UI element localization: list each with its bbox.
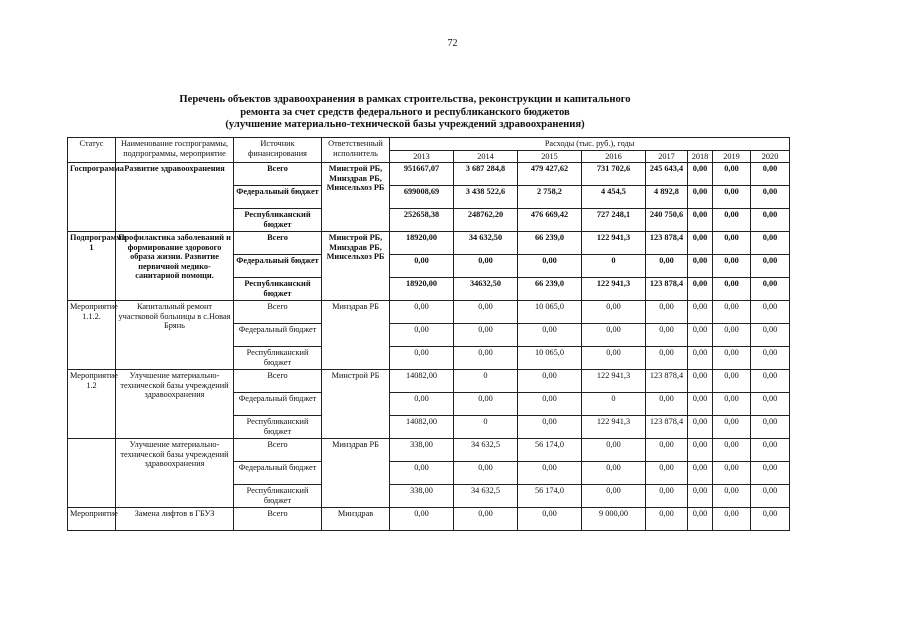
value-cell: 338,00 (390, 485, 454, 508)
value-cell: 0,00 (390, 324, 454, 347)
source-cell: Всего (234, 232, 322, 255)
value-cell: 0,00 (646, 485, 688, 508)
responsible-cell: Минстрой РБ (322, 370, 390, 439)
value-cell: 0,00 (713, 508, 751, 531)
value-cell: 122 941,3 (582, 278, 646, 301)
value-cell: 0,00 (518, 370, 582, 393)
value-cell: 0 (454, 416, 518, 439)
value-cell: 0,00 (751, 209, 790, 232)
value-cell: 0,00 (713, 324, 751, 347)
value-cell: 0,00 (646, 462, 688, 485)
header-name: Наименование госпрограммы, подпрограммы, мероприятие (116, 138, 234, 163)
value-cell: 0,00 (646, 324, 688, 347)
value-cell: 240 750,6 (646, 209, 688, 232)
value-cell: 0,00 (454, 255, 518, 278)
value-cell: 951667,07 (390, 163, 454, 186)
header-expenses: Расходы (тыс. руб.), годы (390, 138, 790, 151)
value-cell: 0,00 (688, 163, 713, 186)
name-cell: Капитальный ремонт участковой больницы в с.Новая Брянь (116, 301, 234, 370)
value-cell: 0,00 (390, 508, 454, 531)
title-line-2: ремонта за счет средств федерального и республиканского бюджетов (240, 106, 570, 118)
header-year: 2014 (454, 150, 518, 163)
value-cell: 252658,38 (390, 209, 454, 232)
value-cell: 0,00 (454, 301, 518, 324)
value-cell: 0,00 (582, 324, 646, 347)
header-year: 2017 (646, 150, 688, 163)
responsible-cell: Минздрав (322, 508, 390, 531)
value-cell: 122 941,3 (582, 416, 646, 439)
value-cell: 0,00 (390, 255, 454, 278)
status-cell: Госпрограмма (68, 163, 116, 232)
value-cell: 245 643,4 (646, 163, 688, 186)
value-cell: 0,00 (454, 347, 518, 370)
name-cell: Замена лифтов в ГБУЗ (116, 508, 234, 531)
value-cell: 18920,00 (390, 232, 454, 255)
value-cell: 0,00 (582, 462, 646, 485)
value-cell: 0,00 (751, 186, 790, 209)
value-cell: 123 878,4 (646, 370, 688, 393)
status-cell: Мероприятие (68, 508, 116, 531)
source-cell: Всего (234, 439, 322, 462)
value-cell: 0,00 (713, 462, 751, 485)
table-row (68, 301, 790, 324)
value-cell: 56 174,0 (518, 485, 582, 508)
header-source: Источник финансирования (234, 138, 322, 163)
value-cell: 0,00 (646, 347, 688, 370)
value-cell: 0,00 (713, 439, 751, 462)
value-cell: 0,00 (518, 508, 582, 531)
title-line-3: (улучшение материально-технической базы учреждений здравоохранения) (225, 119, 585, 131)
value-cell: 0,00 (751, 439, 790, 462)
value-cell: 0,00 (751, 416, 790, 439)
header-year: 2020 (751, 150, 790, 163)
value-cell: 476 669,42 (518, 209, 582, 232)
source-cell: Всего (234, 163, 322, 186)
source-cell: Республиканский бюджет (234, 485, 322, 508)
value-cell: 0,00 (582, 485, 646, 508)
source-cell: Республиканский бюджет (234, 347, 322, 370)
name-cell: Профилактика заболеваний и формирование здорового образа жизни. Развитие первичной медико-санитарной помощи. (116, 232, 234, 301)
value-cell: 0,00 (688, 508, 713, 531)
value-cell: 0,00 (713, 370, 751, 393)
value-cell: 0,00 (713, 232, 751, 255)
value-cell: 0,00 (518, 393, 582, 416)
value-cell: 4 892,8 (646, 186, 688, 209)
value-cell: 2 758,2 (518, 186, 582, 209)
value-cell: 0,00 (751, 370, 790, 393)
value-cell: 3 438 522,6 (454, 186, 518, 209)
value-cell: 0,00 (688, 347, 713, 370)
value-cell: 14082,00 (390, 370, 454, 393)
source-cell: Всего (234, 301, 322, 324)
source-cell: Республиканский бюджет (234, 278, 322, 301)
name-cell: Развитие здравоохранения (116, 163, 234, 232)
expenses-table (67, 137, 790, 531)
value-cell: 34 632,5 (454, 439, 518, 462)
value-cell: 0,00 (713, 393, 751, 416)
header-year: 2018 (688, 150, 713, 163)
source-cell: Федеральный бюджет (234, 393, 322, 416)
value-cell: 0,00 (646, 301, 688, 324)
value-cell: 56 174,0 (518, 439, 582, 462)
value-cell: 0,00 (713, 416, 751, 439)
value-cell: 0,00 (390, 301, 454, 324)
responsible-cell: Минстрой РБ, Минздрав РБ, Минсельхоз РБ (322, 163, 390, 232)
responsible-cell: Минздрав РБ (322, 301, 390, 370)
value-cell: 0,00 (454, 462, 518, 485)
value-cell: 0,00 (518, 462, 582, 485)
value-cell: 0,00 (688, 301, 713, 324)
header-year: 2016 (582, 150, 646, 163)
value-cell: 0,00 (713, 301, 751, 324)
value-cell: 0,00 (688, 324, 713, 347)
value-cell: 14082,00 (390, 416, 454, 439)
value-cell: 731 702,6 (582, 163, 646, 186)
value-cell: 0 (582, 393, 646, 416)
value-cell: 0,00 (454, 393, 518, 416)
table-row (68, 232, 790, 255)
value-cell: 338,00 (390, 439, 454, 462)
value-cell: 0 (582, 255, 646, 278)
value-cell: 248762,20 (454, 209, 518, 232)
table-row (68, 439, 790, 462)
responsible-cell: Минстрой РБ, Минздрав РБ, Минсельхоз РБ (322, 232, 390, 301)
value-cell: 4 454,5 (582, 186, 646, 209)
value-cell: 0,00 (688, 393, 713, 416)
value-cell: 123 878,4 (646, 278, 688, 301)
table-row (68, 163, 790, 186)
status-cell: Подпрограмма 1 (68, 232, 116, 301)
name-cell: Улучшение материально-технической базы учреждений здравоохранения (116, 370, 234, 439)
status-cell (68, 439, 116, 508)
value-cell: 18920,00 (390, 278, 454, 301)
value-cell: 0,00 (688, 186, 713, 209)
value-cell: 0,00 (454, 508, 518, 531)
value-cell: 0,00 (713, 485, 751, 508)
value-cell: 0,00 (582, 439, 646, 462)
responsible-cell: Минздрав РБ (322, 439, 390, 508)
value-cell: 0,00 (751, 485, 790, 508)
value-cell: 122 941,3 (582, 370, 646, 393)
value-cell: 34632,50 (454, 278, 518, 301)
value-cell: 0,00 (688, 278, 713, 301)
value-cell: 0,00 (518, 324, 582, 347)
value-cell: 0,00 (713, 278, 751, 301)
value-cell: 0,00 (751, 163, 790, 186)
value-cell: 0,00 (688, 255, 713, 278)
value-cell: 0,00 (582, 347, 646, 370)
value-cell: 10 065,0 (518, 347, 582, 370)
header-status: Статус (68, 138, 116, 163)
source-cell: Республиканский бюджет (234, 209, 322, 232)
value-cell: 0,00 (390, 393, 454, 416)
value-cell: 0,00 (688, 485, 713, 508)
value-cell: 0,00 (751, 508, 790, 531)
header-year: 2015 (518, 150, 582, 163)
value-cell: 0,00 (688, 209, 713, 232)
value-cell: 699008,69 (390, 186, 454, 209)
source-cell: Федеральный бюджет (234, 462, 322, 485)
value-cell: 0,00 (688, 232, 713, 255)
source-cell: Республиканский бюджет (234, 416, 322, 439)
value-cell: 0,00 (646, 393, 688, 416)
value-cell: 0 (454, 370, 518, 393)
name-cell: Улучшение материально-технической базы учреждений здравоохранения (116, 439, 234, 508)
value-cell: 0,00 (688, 439, 713, 462)
value-cell: 0,00 (688, 462, 713, 485)
table-row (68, 508, 790, 531)
value-cell: 0,00 (713, 186, 751, 209)
value-cell: 34 632,50 (454, 232, 518, 255)
value-cell: 0,00 (390, 462, 454, 485)
header-row (68, 138, 790, 151)
value-cell: 727 248,1 (582, 209, 646, 232)
value-cell: 0,00 (390, 347, 454, 370)
value-cell: 0,00 (751, 462, 790, 485)
value-cell: 9 000,00 (582, 508, 646, 531)
value-cell: 0,00 (751, 255, 790, 278)
value-cell: 0,00 (518, 255, 582, 278)
header-year: 2013 (390, 150, 454, 163)
value-cell: 0,00 (688, 416, 713, 439)
source-cell: Всего (234, 508, 322, 531)
source-cell: Всего (234, 370, 322, 393)
value-cell: 479 427,62 (518, 163, 582, 186)
source-cell: Федеральный бюджет (234, 324, 322, 347)
value-cell: 0,00 (751, 232, 790, 255)
value-cell: 0,00 (582, 301, 646, 324)
value-cell: 0,00 (751, 301, 790, 324)
value-cell: 10 065,0 (518, 301, 582, 324)
value-cell: 0,00 (713, 163, 751, 186)
value-cell: 66 239,0 (518, 232, 582, 255)
header-year: 2019 (713, 150, 751, 163)
value-cell: 123 878,4 (646, 416, 688, 439)
value-cell: 0,00 (646, 508, 688, 531)
value-cell: 122 941,3 (582, 232, 646, 255)
value-cell: 3 687 284,8 (454, 163, 518, 186)
value-cell: 123 878,4 (646, 232, 688, 255)
value-cell: 0,00 (518, 416, 582, 439)
value-cell: 0,00 (751, 324, 790, 347)
value-cell: 0,00 (713, 347, 751, 370)
header-responsible: Ответственный исполнитель (322, 138, 390, 163)
value-cell: 0,00 (454, 324, 518, 347)
value-cell: 0,00 (646, 439, 688, 462)
status-cell: Мероприятие 1.2 (68, 370, 116, 439)
value-cell: 0,00 (751, 347, 790, 370)
value-cell: 0,00 (751, 278, 790, 301)
value-cell: 66 239,0 (518, 278, 582, 301)
value-cell: 0,00 (688, 370, 713, 393)
value-cell: 0,00 (713, 209, 751, 232)
value-cell: 0,00 (713, 255, 751, 278)
table-row (68, 370, 790, 393)
title-line-1: Перечень объектов здравоохранения в рамках строительства, реконструкции и капитального (179, 94, 631, 105)
source-cell: Федеральный бюджет (234, 186, 322, 209)
document-title (95, 94, 715, 132)
page-number: 72 (447, 38, 458, 49)
status-cell: Мероприятие 1.1.2. (68, 301, 116, 370)
value-cell: 34 632,5 (454, 485, 518, 508)
source-cell: Федеральный бюджет (234, 255, 322, 278)
value-cell: 0,00 (646, 255, 688, 278)
value-cell: 0,00 (751, 393, 790, 416)
